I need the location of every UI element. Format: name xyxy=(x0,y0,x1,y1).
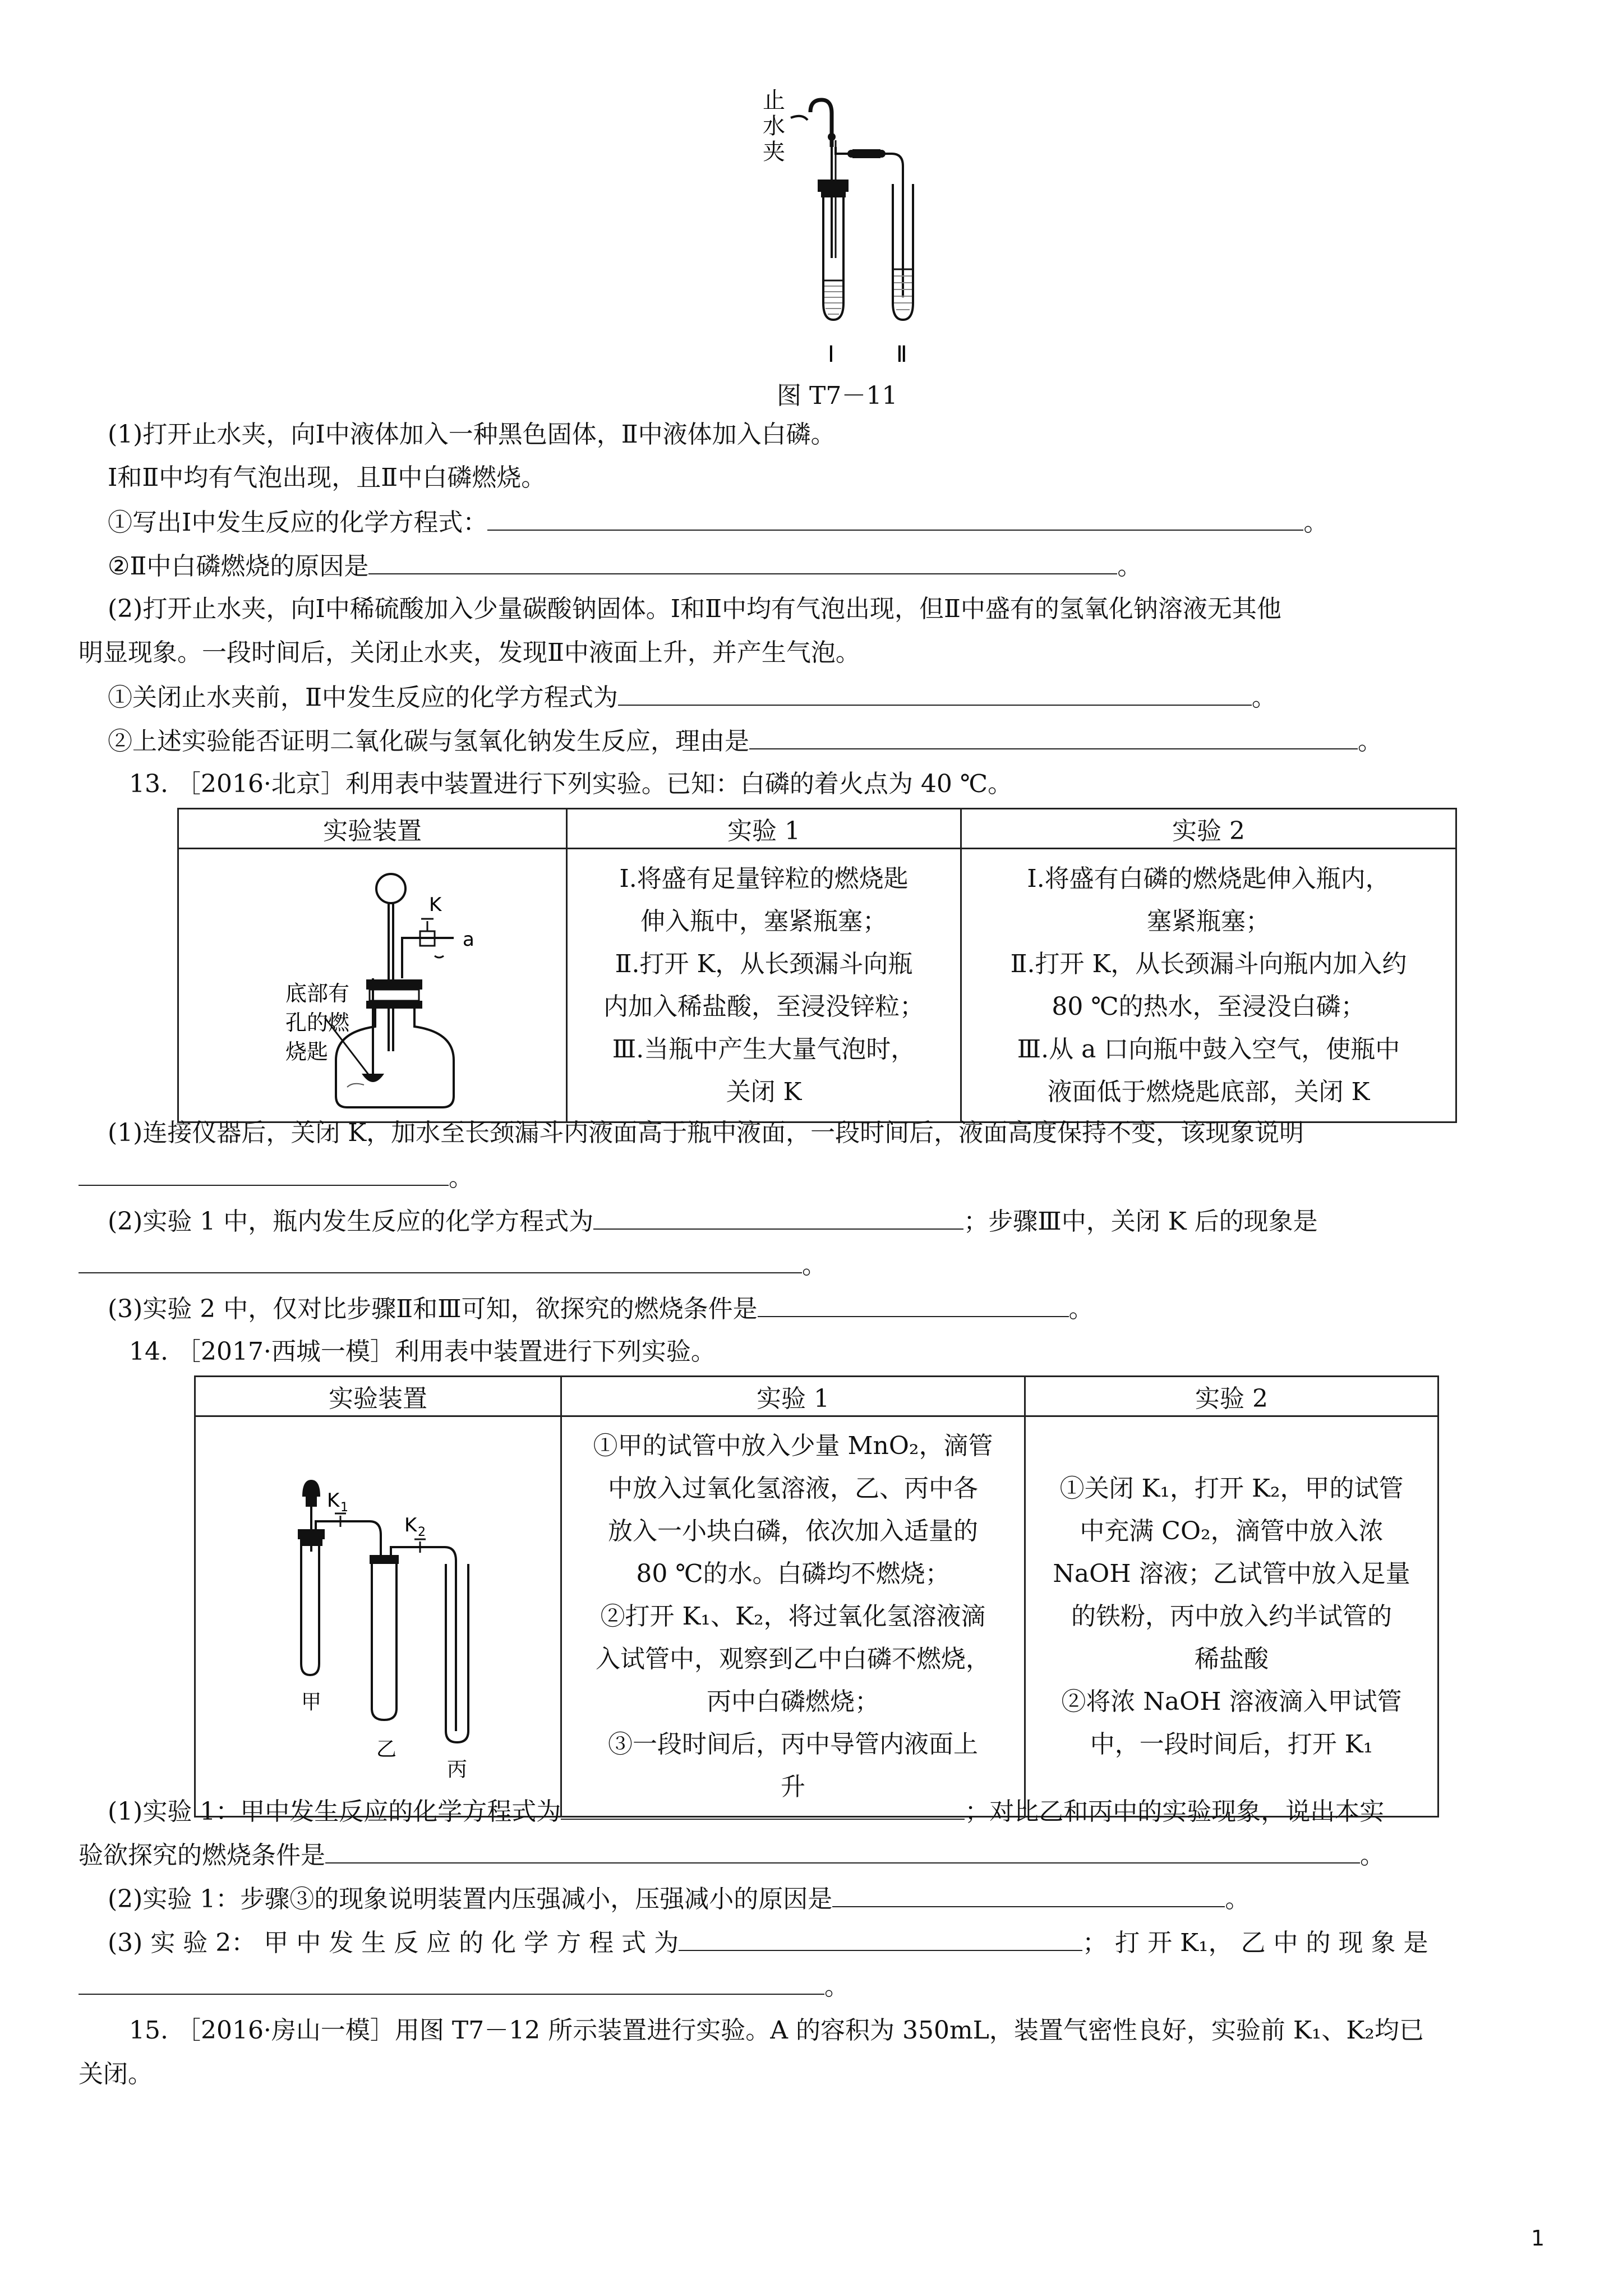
q14-header: 14. ［2017·西城一模］利用表中装置进行下列实验。 xyxy=(129,1337,716,1366)
valve-label-k1-sub: 1 xyxy=(340,1501,348,1515)
q13-exp2-cell: Ⅰ.将盛有白磷的燃烧匙伸入瓶内， 塞紧瓶塞； Ⅱ.打开 K，从长颈漏斗向瓶内加入约 80 ℃的热水，至浸没白磷； Ⅲ.从 a 口向瓶中鼓入空气，使瓶中 液面低于燃烧匙底部，关闭 K xyxy=(961,849,1456,1122)
two-tube-apparatus-diagram xyxy=(751,84,937,376)
answer-blank[interactable] xyxy=(679,1925,1082,1951)
answer-blank[interactable] xyxy=(79,1969,824,1995)
q13-table xyxy=(177,808,1457,1123)
answer-blank[interactable] xyxy=(618,680,1252,706)
tube-label-1: Ⅰ xyxy=(828,342,834,367)
spoon-label-2: 孔的燃 xyxy=(285,1010,350,1035)
q13-question1: (1)连接仪器后，关闭 K，加水至长颈漏斗内液面高于瓶中液面，一段时间后，液面高度保持不变，该现象说明 xyxy=(108,1119,1304,1147)
q12-part1-line2: Ⅰ和Ⅱ中均有气泡出现，且Ⅱ中白磷燃烧。 xyxy=(108,463,546,492)
q14-exp2-cell: ①关闭 K₁，打开 K₂，甲的试管 中充满 CO₂，滴管中放入浓 NaOH 溶液；乙试管中放入足量 的铁粉，丙中放入约半试管的 稀盐酸 ②将浓 NaOH 溶液滴入甲试管 中，一段时间后，打开 K₁ xyxy=(1025,1416,1438,1817)
answer-blank[interactable] xyxy=(487,505,1303,531)
figure-t7-11 xyxy=(751,84,937,376)
tube-label-2: Ⅱ xyxy=(896,342,907,367)
q12-part1-sub1: ①写出Ⅰ中发生反应的化学方程式： 。 xyxy=(108,505,1328,540)
q15-line1: 15. ［2016·房山一模］用图 T7－12 所示装置进行实验。A 的容积为 350mL，装置气密性良好，实验前 K₁、K₂均已 xyxy=(129,2016,1424,2045)
figure-caption: 图 T7－11 xyxy=(777,381,898,410)
tube-label-jia: 甲 xyxy=(301,1691,322,1714)
answer-blank[interactable] xyxy=(79,1248,802,1273)
valve-label-k: K xyxy=(429,894,442,916)
q13-question1-blank-line: 。 xyxy=(79,1160,473,1195)
q14-question1: (1)实验 1：甲中发生反应的化学方程式为 ；对比乙和丙中的实验现象，说出本实 xyxy=(108,1794,1384,1829)
answer-blank[interactable] xyxy=(325,1838,1360,1864)
q12-part2-line2: 明显现象。一段时间后，关闭止水夹，发现Ⅱ中液面上升，并产生气泡。 xyxy=(79,638,860,667)
q12-part2-sub1: ①关闭止水夹前，Ⅱ中发生反应的化学方程式为 。 xyxy=(108,680,1276,715)
q13-question3: (3)实验 2 中，仅对比步骤Ⅱ和Ⅲ可知，欲探究的燃烧条件是 。 xyxy=(108,1291,1094,1326)
q12-part2-line1: (2)打开止水夹，向Ⅰ中稀硫酸加入少量碳酸钠固体。Ⅰ和Ⅱ中均有气泡出现，但Ⅱ中盛有的氢氧化钠溶液无其他 xyxy=(108,595,1281,623)
valve-label-k1: K xyxy=(327,1489,340,1512)
spoon-label-3: 烧匙 xyxy=(285,1039,329,1064)
clamp-label-1: 止 xyxy=(763,88,785,113)
q13-apparatus-cell xyxy=(178,849,567,1122)
three-tube-apparatus-diagram xyxy=(196,1417,560,1810)
q14-col-exp1: 实验 1 xyxy=(561,1377,1025,1416)
q14-question1-cont: 验欲探究的燃烧条件是 。 xyxy=(79,1838,1385,1872)
answer-blank[interactable] xyxy=(832,1881,1225,1907)
answer-blank[interactable] xyxy=(593,1204,963,1230)
q14-exp1-cell: ①甲的试管中放入少量 MnO₂，滴管 中放入过氧化氢溶液，乙、丙中各 放入一小块白磷，依次加入适量的 80 ℃的水。白磷均不燃烧； ②打开 K₁、K₂，将过氧化氢溶液滴 入试管中，观察到乙中白磷不燃烧， 丙中白磷燃烧； ③一段时间后，丙中导管内液面上 升 xyxy=(561,1416,1025,1817)
port-label-a: a xyxy=(463,928,474,951)
flask-funnel-apparatus-diagram xyxy=(179,849,566,1115)
q12-part2-sub2: ②上述实验能否证明二氧化碳与氢氧化钠发生反应，理由是 。 xyxy=(108,724,1382,758)
answer-blank[interactable] xyxy=(758,1291,1069,1317)
answer-blank[interactable] xyxy=(79,1160,449,1186)
answer-blank[interactable] xyxy=(561,1794,965,1820)
q14-table xyxy=(194,1375,1439,1818)
q13-question2-blank-line: 。 xyxy=(79,1248,827,1282)
answer-blank[interactable] xyxy=(749,724,1358,749)
tube-label-bing: 丙 xyxy=(447,1758,468,1781)
q14-col-exp2: 实验 2 xyxy=(1025,1377,1438,1416)
q12-part1-sub2: ②Ⅱ中白磷燃烧的原因是 。 xyxy=(108,549,1142,583)
q14-apparatus-cell xyxy=(195,1416,561,1817)
q13-col-apparatus: 实验装置 xyxy=(178,809,567,849)
q13-header: 13. ［2016·北京］利用表中装置进行下列实验。已知：白磷的着火点为 40 ℃。 xyxy=(129,770,1013,798)
q15-line2: 关闭。 xyxy=(79,2060,153,2088)
spoon-label-1: 底部有 xyxy=(285,981,350,1006)
q14-col-apparatus: 实验装置 xyxy=(195,1377,561,1416)
clamp-label-3: 夹 xyxy=(763,139,785,165)
q14-question3: (3) 实 验 2： 甲 中 发 生 反 应 的 化 学 方 程 式 为 ； 打 开 K₁， 乙 中 的 现 象 是 xyxy=(108,1925,1428,1960)
answer-blank[interactable] xyxy=(368,549,1117,574)
valve-label-k2: K xyxy=(404,1514,417,1536)
q13-question2: (2)实验 1 中，瓶内发生反应的化学方程式为 ；步骤Ⅲ中，关闭 K 后的现象是 xyxy=(108,1204,1318,1239)
q13-col-exp2: 实验 2 xyxy=(961,809,1456,849)
q12-part1-line1: (1)打开止水夹，向Ⅰ中液体加入一种黑色固体，Ⅱ中液体加入白磷。 xyxy=(108,420,836,449)
page-number: 1 xyxy=(1531,2226,1545,2251)
tube-label-yi: 乙 xyxy=(376,1738,397,1761)
valve-label-k2-sub: 2 xyxy=(418,1525,426,1539)
q13-col-exp1: 实验 1 xyxy=(567,809,961,849)
q14-question2: (2)实验 1：步骤③的现象说明装置内压强减小，压强减小的原因是 。 xyxy=(108,1881,1249,1916)
q14-question3-blank-line: 。 xyxy=(79,1969,849,2004)
clamp-label-2: 水 xyxy=(763,113,785,139)
q13-exp1-cell: Ⅰ.将盛有足量锌粒的燃烧匙 伸入瓶中，塞紧瓶塞； Ⅱ.打开 K，从长颈漏斗向瓶 内加入稀盐酸，至浸没锌粒； Ⅲ.当瓶中产生大量气泡时， 关闭 K xyxy=(567,849,961,1122)
